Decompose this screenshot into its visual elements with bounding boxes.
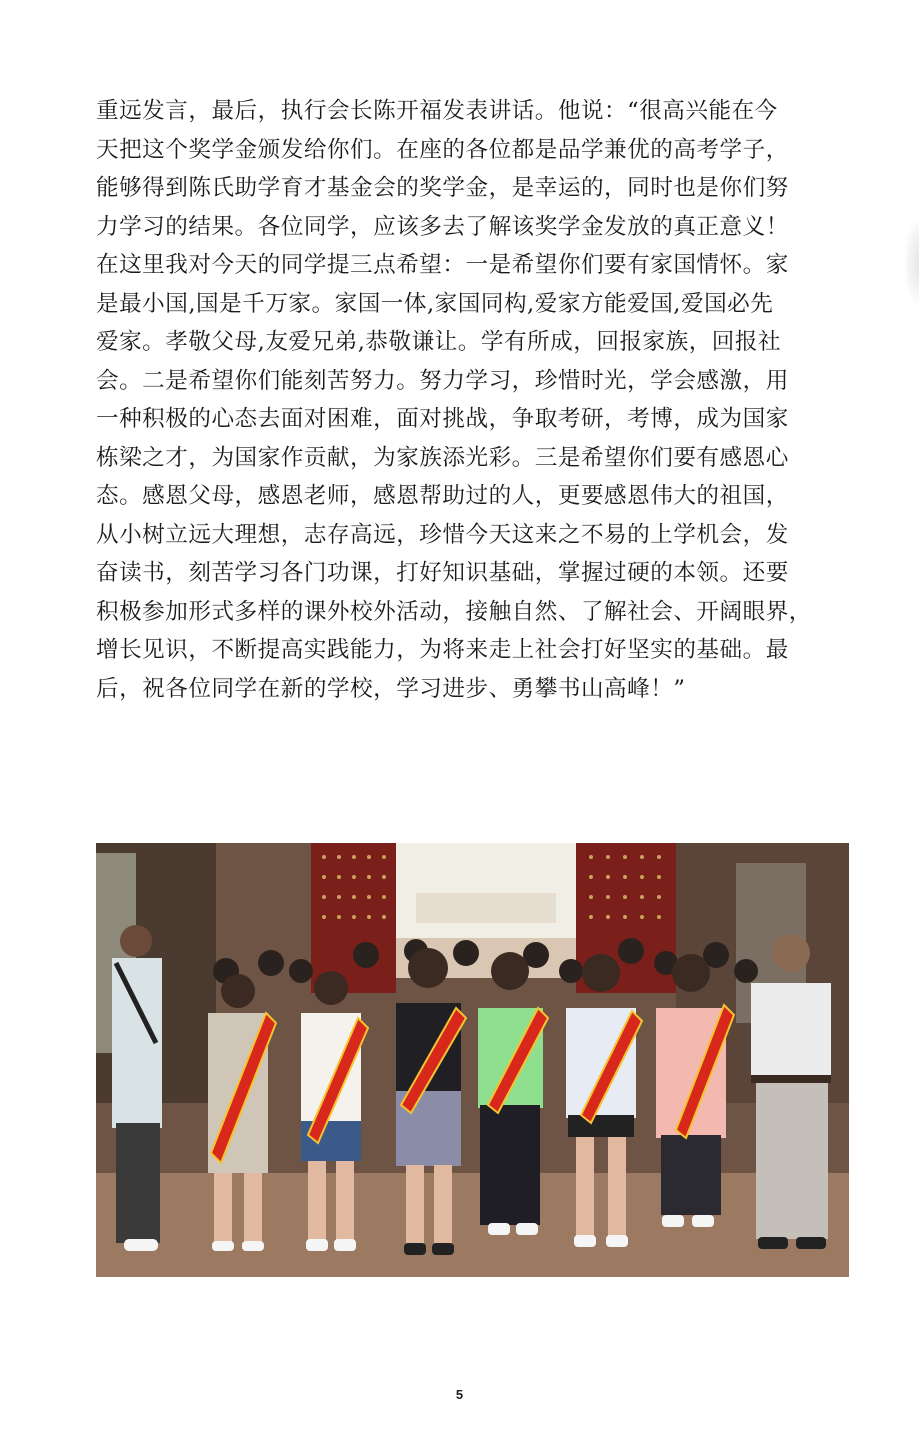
text-line: 是最小国,国是千万家。家国一体,家国同构,爱家方能爱国,爱国必先	[96, 290, 774, 317]
text-line: 力学习的结果。各位同学，应该多去了解该奖学金发放的真正意义！	[96, 213, 789, 240]
text-line: 在这里我对今天的同学提三点希望：一是希望你们要有家国情怀。家	[96, 252, 789, 278]
page-number: 5	[455, 1387, 464, 1402]
text-line: 后，祝各位同学在新的学校，学习进步、勇攀书山高峰！”	[96, 675, 686, 702]
text-line: 积极参加形式多样的课外校外活动，接触自然、了解社会、开阔眼界，	[96, 598, 812, 625]
text-line: 从小树立远大理想，志存高远，珍惜今天这来之不易的上学机会，发	[96, 521, 789, 548]
text-line: 爱家。孝敬父母,友爱兄弟,恭敬谦让。学有所成，回报家族，回报社	[96, 329, 782, 355]
text-line: 一种积极的心态去面对困难，面对挑战，争取考研，考博，成为国家	[96, 406, 789, 432]
speech-paragraph	[96, 92, 852, 708]
page-edge-shadow	[905, 222, 919, 302]
text-line: 天把这个奖学金颁发给你们。在座的各位都是品学兼优的高考学子，	[96, 136, 789, 163]
text-line: 会。二是希望你们能刻苦努力。努力学习，珍惜时光，学会感激，用	[96, 367, 789, 394]
group-photo	[96, 843, 849, 1277]
group-photo-illustration	[96, 843, 849, 1277]
text-line: 奋读书，刻苦学习各门功课，打好知识基础，掌握过硬的本领。还要	[96, 560, 789, 586]
text-line: 增长见识，不断提高实践能力，为将来走上社会打好坚实的基础。最	[96, 637, 789, 663]
text-line: 能够得到陈氏助学育才基金会的奖学金，是幸运的，同时也是你们努	[96, 175, 789, 201]
text-line: 态。感恩父母，感恩老师，感恩帮助过的人，更要感恩伟大的祖国，	[96, 483, 789, 509]
text-line: 栋梁之才，为国家作贡献，为家族添光彩。三是希望你们要有感恩心	[96, 444, 789, 471]
text-line: 重远发言，最后，执行会长陈开福发表讲话。他说：“很高兴能在今	[96, 98, 778, 124]
